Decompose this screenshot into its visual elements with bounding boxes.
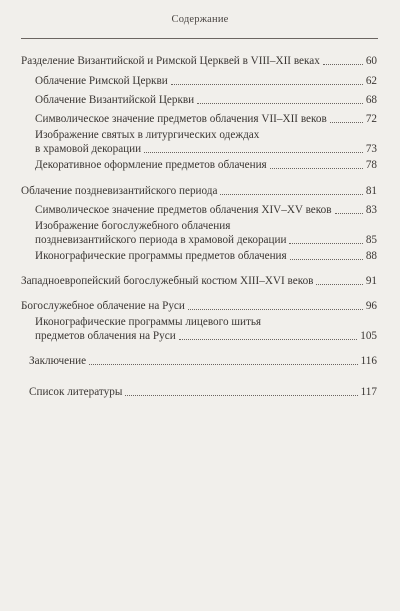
toc-entry-title: Декоративное оформление предметов облачения	[35, 159, 267, 171]
dot-leader	[171, 84, 363, 85]
toc-entry-page: 91	[365, 275, 377, 287]
toc-entry-title: Символическое значение предметов облачения XIV–XV веков	[35, 204, 332, 216]
dot-leader	[316, 284, 362, 285]
toc-entry-page: 105	[360, 330, 377, 342]
toc-entry-title-line2: предметов облачения на Руси	[35, 330, 176, 342]
toc-entry-page: 96	[365, 300, 377, 312]
toc-entry-title: Облачение Римской Церкви	[35, 75, 168, 87]
dot-leader	[270, 168, 363, 169]
dot-leader	[144, 152, 363, 153]
dot-leader	[197, 103, 363, 104]
dot-leader	[289, 243, 362, 244]
toc-entry	[21, 299, 377, 313]
toc-entry	[21, 274, 377, 288]
dot-leader	[220, 194, 362, 195]
toc-entry-title: Иконографические программы предметов облачения	[35, 250, 287, 262]
dot-leader	[125, 395, 357, 396]
toc-entry-page: 117	[360, 386, 377, 398]
toc-entry-title: Облачение поздневизантийского периода	[21, 185, 218, 197]
toc-entry	[35, 74, 377, 88]
toc-entry-page: 73	[365, 143, 377, 155]
toc-entry-title-line2: поздневизантийского периода в храмовой декорации	[35, 234, 287, 246]
toc-entry	[35, 315, 377, 343]
toc-entry-title: Список литературы	[29, 386, 123, 398]
toc-entry	[35, 219, 377, 247]
toc-entry-title-line1: Изображение святых в литургических одеждах	[35, 129, 260, 141]
toc-entry	[21, 184, 377, 198]
toc-entry-title-line2: в храмовой декорации	[35, 143, 142, 155]
dot-leader	[89, 364, 358, 365]
dot-leader	[323, 64, 363, 65]
toc-entry	[29, 385, 377, 399]
toc-entry-title: Западноевропейский богослужебный костюм XIII–XVI веков	[21, 275, 314, 287]
toc-entry	[35, 203, 377, 217]
toc-entry-title: Богослужебное облачение на Руси	[21, 300, 185, 312]
toc-entry-page: 116	[360, 355, 377, 367]
toc-entry	[21, 54, 377, 68]
toc-entry	[35, 112, 377, 126]
toc-entry-page: 68	[365, 94, 377, 106]
toc-entry-title: Разделение Византийской и Римской Церквей в VIII–XII веках	[21, 55, 320, 67]
toc-entry-title-line1: Иконографические программы лицевого шитья	[35, 316, 262, 328]
toc-entry-page: 83	[365, 204, 377, 216]
dot-leader	[330, 122, 363, 123]
toc-entry	[35, 158, 377, 172]
toc-entry-title: Заключение	[29, 355, 87, 367]
dot-leader	[188, 309, 363, 310]
dot-leader	[179, 339, 358, 340]
toc-entry-page: 88	[365, 250, 377, 262]
toc-entry-title-line1: Изображение богослужебного облачения	[35, 220, 231, 232]
toc-entry-page: 72	[365, 113, 377, 125]
toc-entry-title: Облачение Византийской Церкви	[35, 94, 195, 106]
toc-entry-page: 85	[365, 234, 377, 246]
toc-entry-page: 81	[365, 185, 377, 197]
toc-entry-page: 60	[365, 55, 377, 67]
dot-leader	[335, 213, 363, 214]
toc-entry-page: 78	[365, 159, 377, 171]
toc-entry-title: Символическое значение предметов облачения VII–XII веков	[35, 113, 327, 125]
toc-entry-page: 62	[365, 75, 377, 87]
toc-entry	[35, 249, 377, 263]
toc-entry	[29, 354, 377, 368]
toc-entry	[35, 128, 377, 156]
toc-entry	[35, 93, 377, 107]
dot-leader	[290, 259, 363, 260]
running-head: Содержание	[171, 14, 229, 25]
